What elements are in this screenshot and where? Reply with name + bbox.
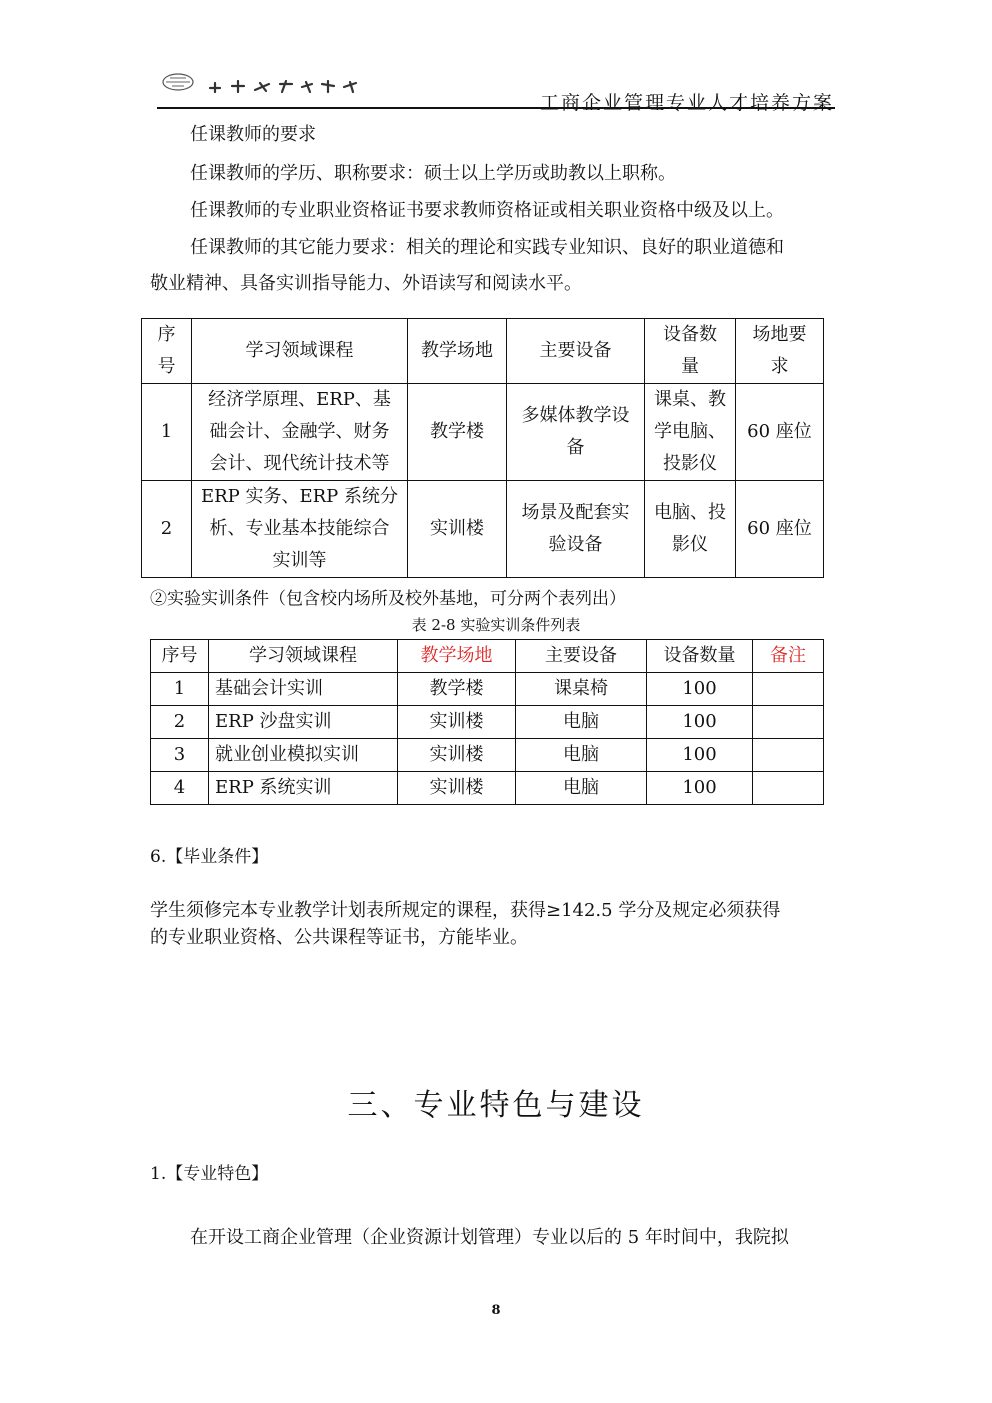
table-cell: 4 (151, 772, 209, 805)
table-row (142, 481, 824, 578)
table-cell: 就业创业模拟实训 (209, 739, 398, 772)
table-cell (753, 706, 824, 739)
graduation-line-1: 学生须修完本专业教学计划表所规定的课程，获得≥142.5 学分及规定必须获得 (150, 900, 781, 921)
header-divider (157, 107, 835, 109)
teacher-ability-paragraph-cont: 敬业精神、具备实训指导能力、外语读写和阅读水平。 (150, 273, 582, 294)
table-header-row (142, 319, 824, 384)
table-row (142, 384, 824, 481)
table-cell: 经济学原理、ERP、基 础会计、金融学、财务 会计、现代统计技术等 (192, 384, 408, 481)
table-cell: 课桌、教 学电脑、 投影仪 (645, 384, 736, 481)
table-cell: 课桌椅 (516, 673, 647, 706)
table-cell: 60 座位 (736, 481, 824, 578)
table-cell: 电脑、投 影仪 (645, 481, 736, 578)
table-cell: 2 (151, 706, 209, 739)
table-header-cell: 学习领域课程 (209, 640, 398, 673)
training-conditions-note: ②实验实训条件（包含校内场所及校外基地，可分两个表列出） (150, 589, 626, 609)
table-cell: 1 (151, 673, 209, 706)
table-cell: 多媒体教学设 备 (507, 384, 645, 481)
teacher-ability-paragraph: 任课教师的其它能力要求：相关的理论和实践专业知识、良好的职业道德和 (190, 237, 784, 258)
table-header-cell: 序 号 (142, 319, 192, 384)
graduation-heading: 6.【毕业条件】 (150, 847, 269, 867)
table-cell: 场景及配套实 验设备 (507, 481, 645, 578)
table-header-cell: 主要设备 (516, 640, 647, 673)
table-row (151, 739, 824, 772)
table-cell: 电脑 (516, 772, 647, 805)
table-cell: 100 (647, 739, 753, 772)
table-row (151, 706, 824, 739)
table-header-cell: 设备数 量 (645, 319, 736, 384)
table-cell: 3 (151, 739, 209, 772)
feature-heading: 1.【专业特色】 (150, 1164, 269, 1184)
table-cell: ERP 系统实训 (209, 772, 398, 805)
table-header-cell: 备注 (753, 640, 824, 673)
table-header-cell: 学习领域课程 (192, 319, 408, 384)
table-header-cell: 主要设备 (507, 319, 645, 384)
table-cell: 电脑 (516, 706, 647, 739)
header-title: 工商企业管理专业人才培养方案 (539, 92, 834, 114)
table-cell: 100 (647, 706, 753, 739)
table-header-cell: 序号 (151, 640, 209, 673)
table-cell (753, 739, 824, 772)
table-cell: 实训楼 (398, 739, 516, 772)
graduation-paragraph (150, 897, 780, 951)
table-header-cell: 设备数量 (647, 640, 753, 673)
table-cell: 100 (647, 772, 753, 805)
teacher-certificate-paragraph: 任课教师的专业职业资格证书要求教师资格证或相关职业资格中级及以上。 (190, 200, 784, 221)
table-header-cell: 教学场地 (408, 319, 507, 384)
training-conditions-table (150, 639, 824, 805)
page-number: 8 (491, 1303, 501, 1318)
table-cell: ERP 实务、ERP 系统分 析、专业基本技能综合 实训等 (192, 481, 408, 578)
college-logo (160, 72, 370, 96)
table-cell: 1 (142, 384, 192, 481)
table-header-cell: 场地要 求 (736, 319, 824, 384)
table-cell: 实训楼 (408, 481, 507, 578)
teaching-venue-table (141, 318, 824, 578)
graduation-line-2: 的专业职业资格、公共课程等证书，方能毕业。 (150, 927, 528, 948)
feature-paragraph: 在开设工商企业管理（企业资源计划管理）专业以后的 5 年时间中，我院拟 (190, 1227, 789, 1248)
section-title: 三、专业特色与建设 (347, 1088, 645, 1123)
table-caption: 表 2-8 实验实训条件列表 (411, 616, 581, 634)
table-cell: 教学楼 (408, 384, 507, 481)
table-cell: 2 (142, 481, 192, 578)
table-header-row (151, 640, 824, 673)
table-row (151, 772, 824, 805)
table-cell: 60 座位 (736, 384, 824, 481)
table-cell: 基础会计实训 (209, 673, 398, 706)
table-cell: 实训楼 (398, 772, 516, 805)
table-cell: 教学楼 (398, 673, 516, 706)
table-cell: 电脑 (516, 739, 647, 772)
teacher-qualification-paragraph: 任课教师的学历、职称要求：硕士以上学历或助教以上职称。 (190, 163, 676, 184)
table-cell (753, 772, 824, 805)
table-cell: ERP 沙盘实训 (209, 706, 398, 739)
teacher-requirements-heading: 任课教师的要求 (190, 124, 316, 145)
table-header-cell: 教学场地 (398, 640, 516, 673)
table-row (151, 673, 824, 706)
table-cell: 100 (647, 673, 753, 706)
table-cell: 实训楼 (398, 706, 516, 739)
table-cell (753, 673, 824, 706)
